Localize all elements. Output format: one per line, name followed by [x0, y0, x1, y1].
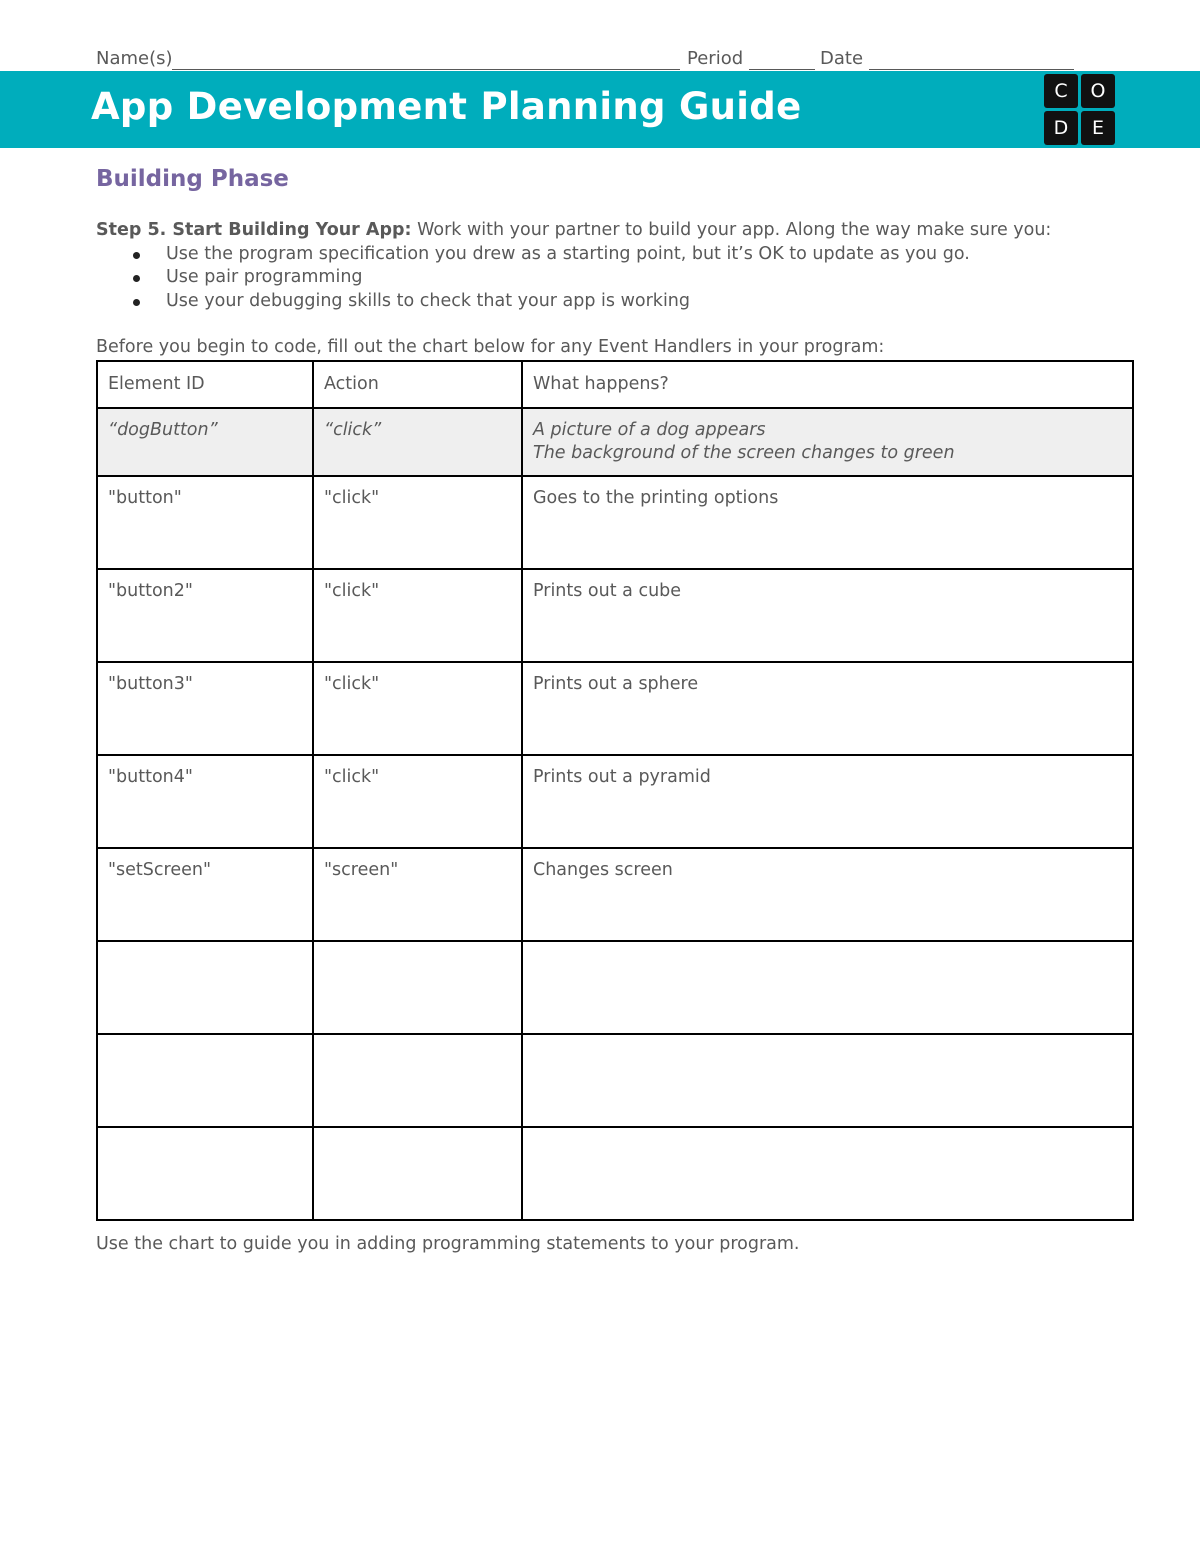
example-action: “click”: [313, 408, 522, 476]
name-field[interactable]: [172, 69, 680, 70]
logo-letter-o: O: [1081, 74, 1115, 108]
action-cell[interactable]: "click": [313, 476, 522, 569]
example-what-line: The background of the screen changes to green: [533, 443, 955, 463]
what-happens-cell[interactable]: [522, 941, 1133, 1034]
example-row: [97, 408, 1133, 476]
step-label: Step 5. Start Building Your App:: [96, 220, 412, 240]
page-title: App Development Planning Guide: [91, 85, 802, 128]
table-header-row: [97, 361, 1133, 408]
table-row: [97, 848, 1133, 941]
date-field[interactable]: [869, 69, 1074, 70]
element-id-cell[interactable]: "button4": [97, 755, 313, 848]
table-row: [97, 569, 1133, 662]
table-row: [97, 755, 1133, 848]
action-cell[interactable]: "screen": [313, 848, 522, 941]
step-bullet-list: [96, 243, 1136, 314]
logo-letter-d: D: [1044, 111, 1078, 145]
section-heading: Building Phase: [96, 166, 289, 192]
title-banner: [0, 71, 1200, 148]
step-instructions: [96, 219, 1136, 313]
period-label: Period: [687, 48, 744, 69]
table-row: [97, 1127, 1133, 1220]
period-field[interactable]: [749, 69, 815, 70]
action-cell[interactable]: "click": [313, 569, 522, 662]
table-row: [97, 1034, 1133, 1127]
element-id-cell[interactable]: [97, 1127, 313, 1220]
action-cell[interactable]: [313, 941, 522, 1034]
chart-intro: Before you begin to code, fill out the chart below for any Event Handlers in your program:: [96, 337, 885, 357]
element-id-cell[interactable]: "button2": [97, 569, 313, 662]
name-label: Name(s): [96, 48, 173, 69]
what-happens-cell[interactable]: Prints out a cube: [522, 569, 1133, 662]
element-id-cell[interactable]: "setScreen": [97, 848, 313, 941]
example-what-happens: [522, 408, 1133, 476]
step-intro: [96, 219, 1136, 243]
event-handler-table: [96, 360, 1134, 1221]
student-info-row: [96, 48, 1074, 70]
header-what-happens: What happens?: [522, 361, 1133, 408]
table-row: [97, 662, 1133, 755]
action-cell[interactable]: "click": [313, 755, 522, 848]
action-cell[interactable]: "click": [313, 662, 522, 755]
element-id-cell[interactable]: [97, 941, 313, 1034]
action-cell[interactable]: [313, 1034, 522, 1127]
date-label: Date: [820, 48, 864, 69]
table-row: [97, 476, 1133, 569]
table-row: [97, 941, 1133, 1034]
code-org-logo: [1044, 74, 1116, 146]
what-happens-cell[interactable]: Goes to the printing options: [522, 476, 1133, 569]
what-happens-cell[interactable]: Changes screen: [522, 848, 1133, 941]
list-item: Use the program specification you drew as a starting point, but it’s OK to update as you go.: [96, 243, 1136, 267]
step-text: Work with your partner to build your app. Along the way make sure you:: [417, 220, 1052, 240]
example-what-line: A picture of a dog appears: [533, 420, 766, 440]
header-action: Action: [313, 361, 522, 408]
element-id-cell[interactable]: [97, 1034, 313, 1127]
logo-letter-c: C: [1044, 74, 1078, 108]
example-element-id: “dogButton”: [97, 408, 313, 476]
logo-letter-e: E: [1081, 111, 1115, 145]
element-id-cell[interactable]: "button3": [97, 662, 313, 755]
what-happens-cell[interactable]: [522, 1034, 1133, 1127]
what-happens-cell[interactable]: Prints out a pyramid: [522, 755, 1133, 848]
footer-note: Use the chart to guide you in adding programming statements to your program.: [96, 1234, 800, 1254]
header-element-id: Element ID: [97, 361, 313, 408]
what-happens-cell[interactable]: [522, 1127, 1133, 1220]
element-id-cell[interactable]: "button": [97, 476, 313, 569]
what-happens-cell[interactable]: Prints out a sphere: [522, 662, 1133, 755]
list-item: Use pair programming: [96, 266, 1136, 290]
list-item: Use your debugging skills to check that your app is working: [96, 290, 1136, 314]
action-cell[interactable]: [313, 1127, 522, 1220]
